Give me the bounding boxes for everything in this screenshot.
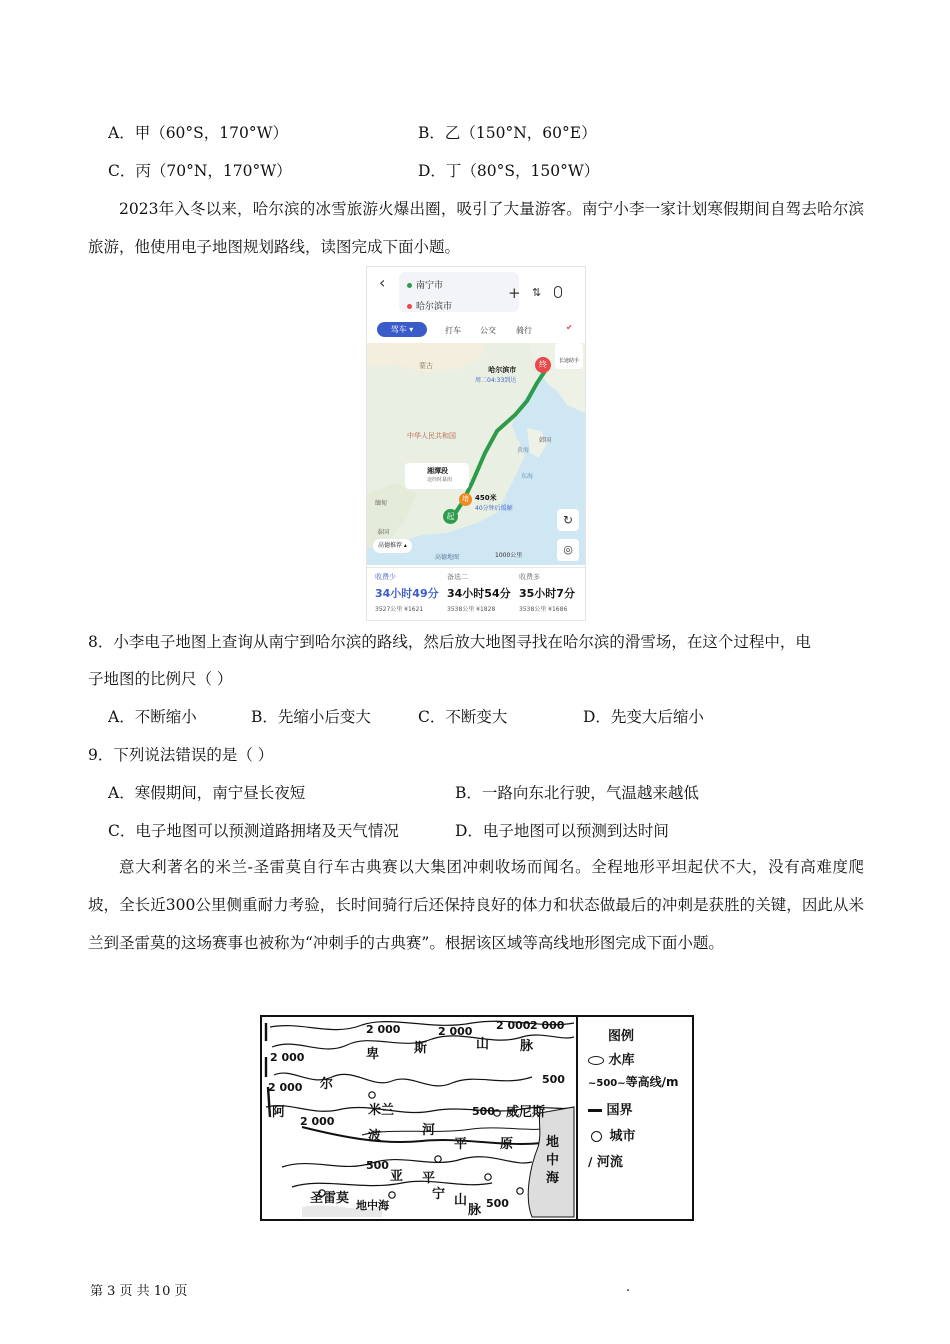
legend-city: 城市 [588,1125,636,1144]
alps-label-si: 斯 [414,1041,428,1056]
q9-option-b: B．一路向东北行驶，气温越来越低 [455,784,699,802]
q9-option-a: A．寒假期间，南宁昼长夜短 [108,784,306,802]
map-legend [576,1017,694,1219]
milan-sanremo-paragraph: 意大利著名的米兰-圣雷莫自行车古典赛以大集团冲刺收场而闻名。全程地形平坦起伏不大，没有高难度爬坡，全长近300公里侧重耐力考验，长时间骑行后还保持良好的体力和状态做最后的冲刺是获胜的关键，因此从米兰到圣雷莫的这场赛事也被称为“冲刺手的古典赛”。根据该区域等高线地形图完成下面小题。 [88,858,864,952]
contour-label-2000-a: 2 000 [366,1023,401,1036]
border-line-icon [588,1109,602,1112]
route-option-2: 备选二 34小时54分 3538公里 ¥1828 [447,573,511,613]
adriatic-label-hai: 海 [546,1171,560,1186]
jam-marker: 堵 [459,493,472,506]
milan-label: 米兰 [368,1103,395,1118]
contour-line-icon: ~ [588,1078,597,1089]
contour-label-2000-c: 2 000 [496,1019,531,1032]
segment-title: 湘潭段 [427,467,448,475]
tab-taxi: 打车 [445,326,461,335]
arrival-time: 周二04:33到达 [475,377,517,384]
contour-label-500-a: 500 [542,1073,565,1086]
region-mongolia-label: 蒙古 [419,362,433,370]
contour-label-500-c: 500 [366,1159,389,1172]
q8-option-d: D．先变大后缩小 [583,708,704,726]
legend-contour-value: 500 [596,1078,618,1089]
footer-dot: . [626,1280,631,1295]
route-options-panel [367,567,585,621]
origin-dot-icon [407,283,412,288]
tab-cycling: 骑行 [516,326,532,335]
q7-option-c: C．丙（70°N，170°W） [108,162,292,180]
start-marker: 起 [443,509,458,524]
q7-option-a: A．甲（60°S，170°W） [108,124,289,142]
assistant-button: 长途助手 [555,343,583,369]
contour-label-500-b: 500 [472,1105,495,1118]
destination-row [407,299,452,312]
navigation-map-screenshot [366,266,586,621]
alps-label-er: 尔 [320,1077,334,1092]
map-provider-label: 高德地图 [435,554,460,561]
q8-option-a: A．不断缩小 [108,708,197,726]
locate-button: ◎ [557,539,579,561]
q8-option-b: B．先缩小后变大 [251,708,371,726]
reservoir-icon [588,1056,604,1065]
venice-label: 威尼斯 [506,1105,546,1120]
apennine-label-ping: 平 [422,1171,436,1186]
q9-option-d: D．电子地图可以预测到达时间 [455,822,669,840]
jam-note: 40分钟后缓解 [475,505,513,512]
contour-label-2000-g: 2 000 [300,1115,335,1128]
arrival-callout [475,365,516,384]
more-modes-icon: ✔ [566,323,573,332]
q9-stem: 9．下列说法错误的是（ ） [88,746,274,764]
sea-east-label: 东海 [521,473,534,480]
jam-distance: 450米 [475,494,497,502]
med-sea-short-label: 地中海 [356,1199,389,1212]
segment-callout [405,463,469,489]
harbin-intro-paragraph: 2023年入冬以来，哈尔滨的冰雪旅游火爆出圈，吸引了大量游客。南宁小李一家计划寒假期间自驾去哈尔滨旅游，他使用电子地图规划路线，读图完成下面小题。 [88,200,864,256]
po-label-ping: 平 [454,1137,468,1152]
sea-yellow-label: 黄海 [517,447,530,454]
travel-mode-tabs [367,319,585,341]
river-line-icon: ∕ [588,1155,593,1169]
destination-city: 哈尔滨市 [416,302,453,312]
destination-dot-icon [407,304,412,309]
apennine-label-ning: 宁 [432,1187,446,1202]
add-stop-icon: + [508,284,521,302]
region-china-label: 中华人民共和国 [407,432,456,440]
adriatic-label-zhong: 中 [546,1153,560,1168]
microphone-icon [554,286,562,298]
legend-border: 国界 [588,1099,633,1118]
q9-option-c: C．电子地图可以预测道路拥堵及天气情况 [108,822,399,840]
tab-bus: 公交 [480,326,496,335]
legend-river: ∕ 河流 [588,1155,623,1170]
region-korea-label: 韩国 [539,437,552,444]
contour-label-2000-d: 2 000 [530,1019,565,1032]
region-myanmar-label: 缅甸 [375,500,388,507]
alps-label-mai: 脉 [520,1039,534,1054]
map-scale-label: 1000公里 [495,552,523,559]
contour-label-2000-b: 2 000 [438,1025,473,1038]
alps-label-bei: 卑 [366,1047,380,1062]
refresh-button: ↻ [557,509,579,531]
recommend-button: 高德推荐 ▴ [373,539,412,553]
q8-stem-line2: 子地图的比例尺（ ） [88,670,233,688]
contour-label-2000-e: 2 000 [270,1051,305,1064]
apennine-label-ya: 亚 [390,1169,404,1184]
region-thailand-label: 泰国 [377,529,390,536]
map-view [367,343,585,565]
swap-icon: ⇅ [532,286,542,299]
alps-label-shan: 山 [476,1037,490,1052]
page-number: 第 3 页 共 10 页 [90,1284,188,1299]
q8-option-c: C．不断变大 [418,708,508,726]
route-option-3: 收费多 35小时7分 3538公里 ¥1686 [519,573,575,613]
back-icon: ‹ [379,273,386,292]
route-header [367,267,585,317]
end-city-label: 哈尔滨市 [488,366,517,374]
legend-reservoir: 水库 [588,1049,635,1068]
po-label-yuan: 原 [500,1137,514,1152]
apennine-label-mai: 脉 [468,1203,482,1218]
segment-weather: 途经时暴雨 [427,477,453,483]
route-option-1: 收费少 34小时49分 3527公里 ¥1621 [375,573,439,613]
origin-row [407,278,443,291]
legend-title: 图例 [608,1029,635,1044]
contour-map-figure [260,1015,694,1221]
apennine-label-shan: 山 [454,1193,468,1208]
sanremo-label: 圣雷莫 [310,1191,350,1206]
q8-stem-line1: 8．小李电子地图上查询从南宁到哈尔滨的路线，然后放大地图寻找在哈尔滨的滑雪场，在这个过程中，电 [88,633,811,651]
po-label-he: 河 [422,1123,436,1138]
origin-city: 南宁市 [416,281,444,291]
alps-label-a: 阿 [272,1105,286,1120]
legend-contour: ~500~等高线/m [588,1075,679,1089]
contour-label-500-d: 500 [486,1197,509,1210]
q7-option-b: B．乙（150°N，60°E） [418,124,597,142]
tab-driving: 驾车 ▾ [377,322,427,337]
city-icon [591,1131,602,1142]
jam-callout [475,493,513,512]
po-label-bo: 波 [368,1129,382,1144]
contour-label-2000-f: 2 000 [268,1081,303,1094]
adriatic-label-di: 地 [546,1135,560,1150]
q7-option-d: D．丁（80°S，150°W） [418,162,600,180]
end-marker: 终 [535,357,551,373]
contour-line-icon-right: ~ [617,1078,626,1089]
